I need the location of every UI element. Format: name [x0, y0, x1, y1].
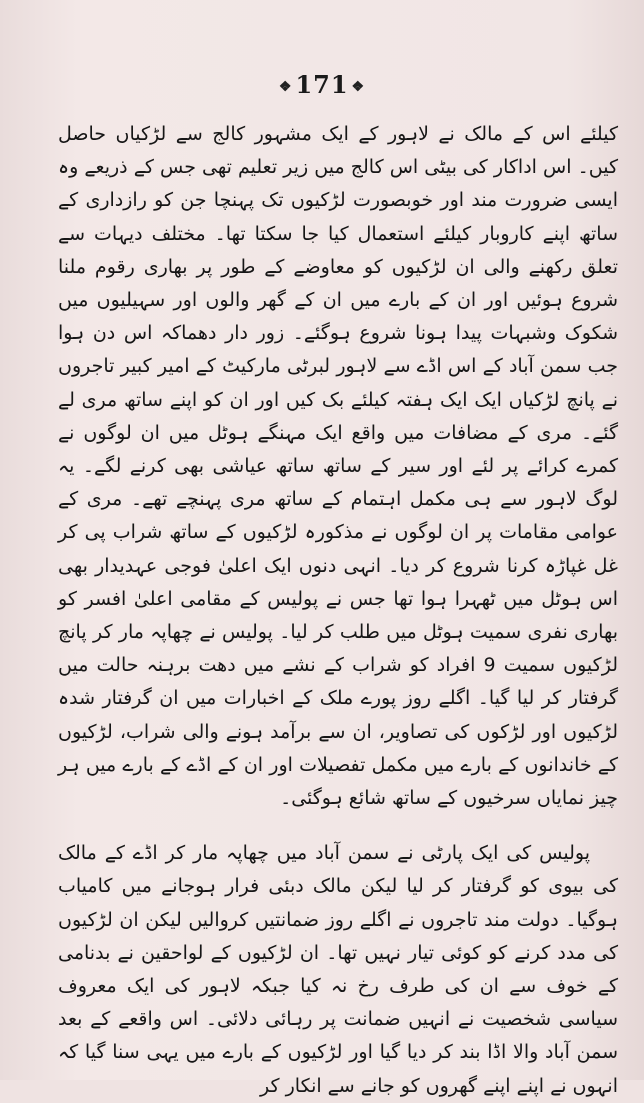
page-number-value: 171 — [295, 70, 349, 99]
ornament-right-icon: ❖ — [351, 78, 366, 95]
ornament-left-icon: ❖ — [278, 78, 293, 95]
page-number — [0, 70, 644, 99]
paragraph-1: کیلئے اس کے مالک نے لاہور کے ایک مشہور کالج سے لڑکیاں حاصل کیں۔ اس اداکار کی بیٹی اس کالج میں زیر تعلیم تھی جس کے ذریعے وہ ایسی ضرورت مند اور خوبصورت لڑکیوں تک پہنچا جن کو رازداری کے ساتھ اپنے کاروبار کیلئے استعمال کیا جا سکتا تھا۔ مختلف دیہات سے تعلق رکھنے والی ان لڑکیوں کو معاوضے کے طور پر بھاری رقوم ملنا شروع ہوئیں اور ان کے بارے میں ان کے گھر والوں اور سہیلیوں میں شکوک وشبہات پیدا ہونا شروع ہوگئے۔ زور دار دھماکہ اس دن ہوا جب سمن آباد کے اس اڈے سے لاہور لبرٹی مارکیٹ کے امیر کبیر تاجروں نے پانچ لڑکیاں ایک ایک ہفتہ کیلئے بک کیں اور ان کو اپنے ساتھ مری لے گئے۔ مری کے مضافات میں واقع ایک مہنگے ہوٹل میں ان لوگوں نے کمرے کرائے پر لئے اور سیر کے ساتھ ساتھ عیاشی بھی کرنے لگے۔ یہ لوگ لاہور سے ہی مکمل اہتمام کے ساتھ مری پہنچے تھے۔ مری کے عوامی مقامات پر ان لوگوں نے مذکورہ لڑکیوں کے ساتھ شراب پی کر غل غپاڑہ کرنا شروع کر دیا۔ انہی دنوں ایک اعلیٰ فوجی عہدیدار بھی اس ہوٹل میں ٹھہرا ہوا تھا جس نے پولیس کے مقامی اعلیٰ افسر کو بھاری نفری سمیت ہوٹل میں طلب کر لیا۔ پولیس نے چھاپہ مار کر پانچ لڑکیوں سمیت 9 افراد کو شراب کے نشے میں دھت برہنہ حالت میں گرفتار کر لیا گیا۔ اگلے روز پورے ملک کے اخبارات میں ان گرفتار شدہ لڑکیوں اور لڑکوں کی تصاویر، ان سے برآمد ہونے والی شراب، لڑکیوں کے خاندانوں کے بارے میں مکمل تفصیلات اور ان کے اڈے کے بارے میں ہر چیز نمایاں سرخیوں کے ساتھ شائع ہوگئی۔ — [58, 123, 618, 810]
paragraph-2: پولیس کی ایک پارٹی نے سمن آباد میں چھاپہ مار کر اڈے کے مالک کی بیوی کو گرفتار کر لیا لیکن مالک دبئی فرار ہوجانے میں کامیاب ہوگیا۔ دولت مند تاجروں نے اگلے روز ضمانتیں کروالیں لیکن ان لڑکیوں کی مدد کرنے کو کوئی تیار نہیں تھا۔ ان لڑکیوں کے لواحقین نے بدنامی کے خوف سے ان کی طرف رخ نہ کیا جبکہ لاہور کی ایک معروف سیاسی شخصیت نے انہیں ضمانت پر رہائی دلائی۔ اس واقعے کے بعد سمن آباد والا اڈا بند کر دیا گیا اور لڑکیوں کے بارے میں یہی سنا گیا کہ انہوں نے اپنے اپنے گھروں کو جانے سے انکار کر — [58, 842, 618, 1097]
text-body — [58, 118, 618, 1103]
